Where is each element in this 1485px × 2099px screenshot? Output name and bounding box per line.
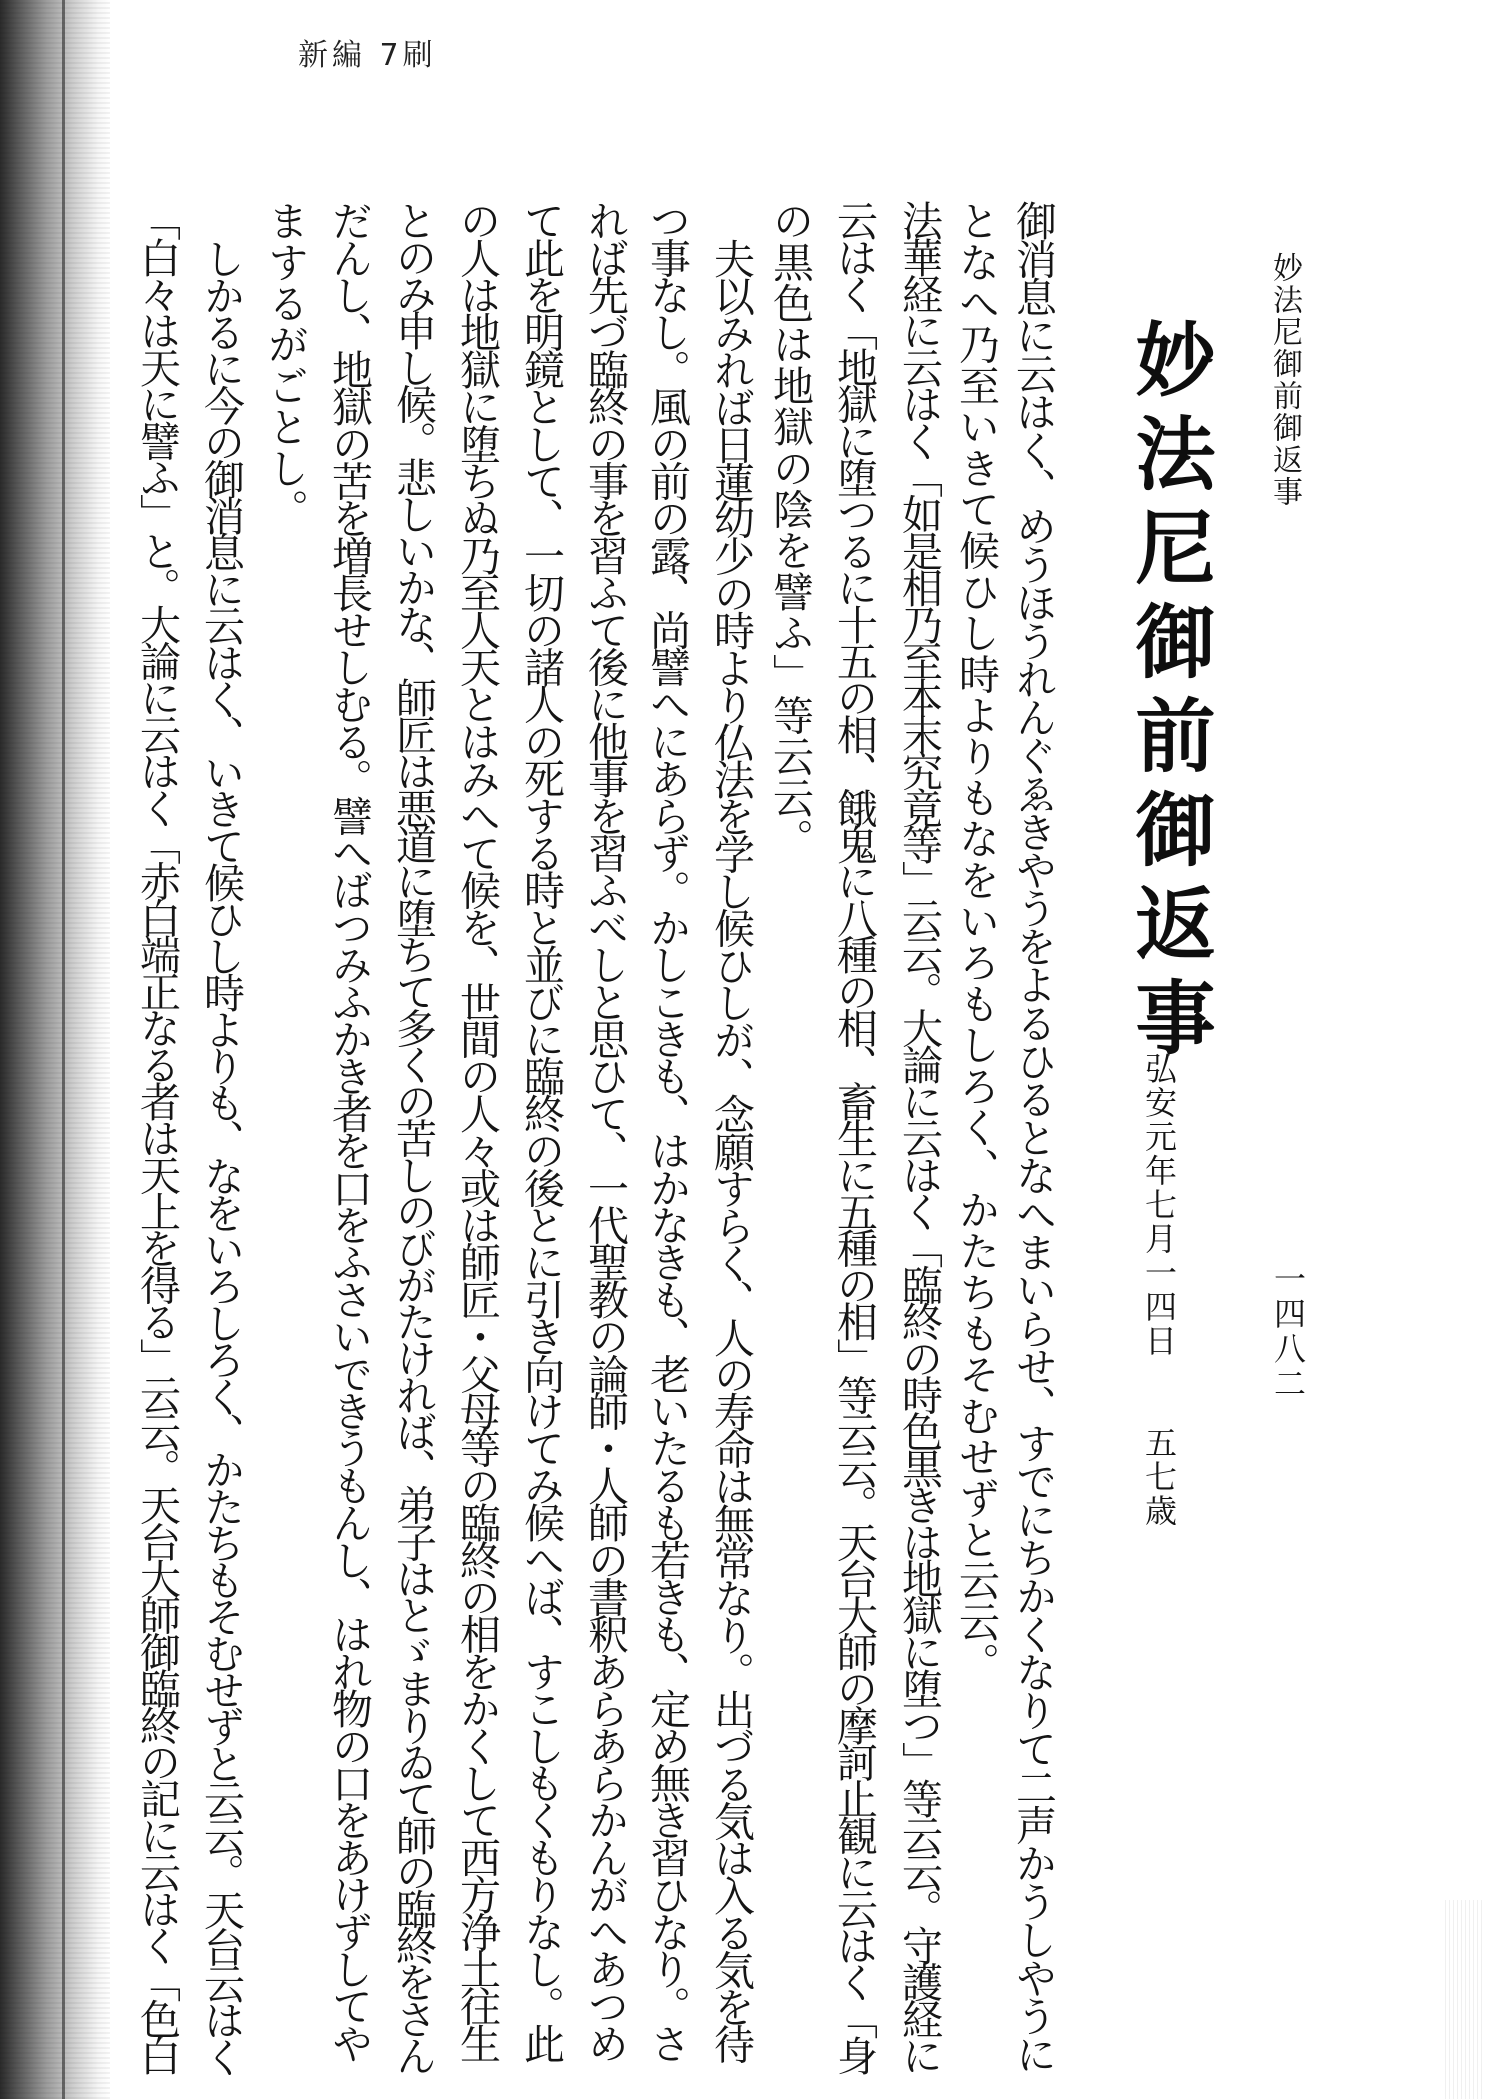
body-line: だんし、地獄の苦を増長せしむる。譬へばつみふかき者を口をふさいできうもんし、はれ物の口をあけずしてや — [325, 200, 373, 2061]
body-line: しかるに今の御消息に云はく、いきて候ひし時よりも、なをいろしろく、かたちもそむせずと云云。天台云はく — [197, 238, 245, 2074]
body-line: て此を明鏡として、一切の諸人の死する時と並びに臨終の後とに引き向けてみ候へば、すこしもくもりなし。此 — [517, 200, 565, 2061]
body-line: の黒色は地獄の陰を譬ふ」等云云。 — [766, 200, 814, 860]
binding-shadow — [0, 0, 110, 2099]
body-line: とのみ申し候。悲しいかな、師匠は悪道に堕ちて多くの苦しのびがたければ、弟子はとゞまりゐて師の臨終をさん — [389, 200, 437, 2072]
body-line: 夫以みれば日蓮幼少の時より仏法を学し候ひしが、念願すらく、人の寿命は無常なり。出づる気は入る気を待 — [707, 238, 755, 2061]
binding-edge-line — [62, 0, 65, 2099]
running-head: 妙法尼御前御返事 — [1267, 252, 1302, 508]
body-line: 御消息に云はく、めうほうれんぐゑきやうをよるひるとなへまいらせ、すでにちかくなりて二声かうしやうに — [1009, 200, 1057, 2072]
scan-edge-noise — [1445, 1900, 1485, 2099]
date-line: 弘安元年七月一四日 五七歳 — [1140, 1052, 1178, 1528]
body-line: の人は地獄に堕ちぬ乃至人天とはみへて候を、世間の人々或は師匠・父母等の臨終の相をかくして西方浄土往生 — [453, 200, 501, 2061]
body-line: 法華経に云はく「如是相乃至本末究竟等」云云。大論に云はく「臨終の時色黒きは地獄に堕つ」等云云。守護経に — [895, 200, 943, 2072]
body-line: つ事なし。風の前の露、尚譬へにあらず。かしこきも、はかなきも、老いたるも若きも、定め無き習ひなり。さ — [643, 200, 691, 2061]
body-line: 「白々は天に譬ふ」と。大論に云はく「赤白端正なる者は天上を得る」云云。天台大師御臨終の記に云はく「色白 — [133, 200, 181, 2072]
body-line: まするがごとし。 — [261, 200, 309, 530]
body-line: れば先づ臨終の事を習ふて後に他事を習ふべしと思ひて、一代聖教の論師・人師の書釈あらあらかんがへあつめ — [581, 200, 629, 2061]
body-line: となへ乃至いきて候ひし時よりもなをいろもしろく、かたちもそむせずと云云。 — [952, 200, 1000, 1684]
edition-mark: 新編 7刷 — [298, 38, 437, 73]
page-number: 一四八二 — [1269, 1262, 1307, 1402]
body-line: 云はく「地獄に堕つるに十五の相、餓鬼に八種の相、畜生に五種の相」等云云。天台大師の摩訶止観に云はく「身 — [830, 200, 878, 2072]
work-title: 妙法尼御前御返事 — [1122, 318, 1216, 1070]
